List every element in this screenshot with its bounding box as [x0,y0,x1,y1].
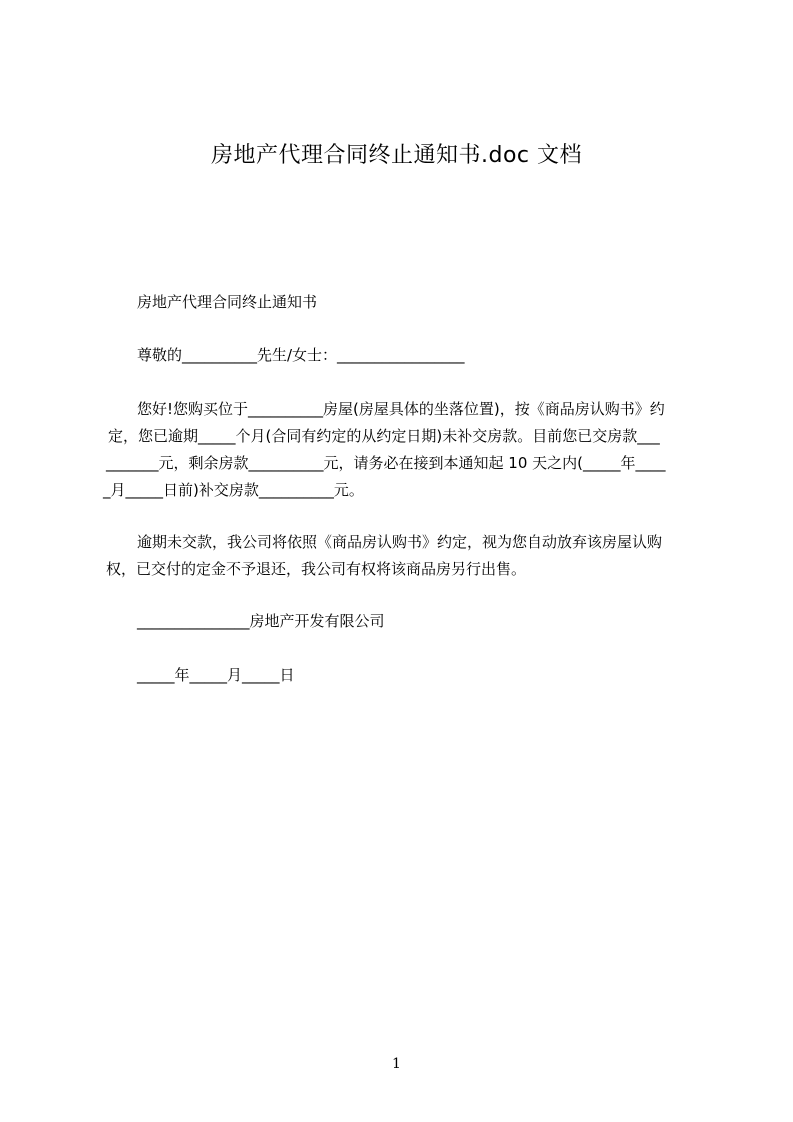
notice-heading: 房地产代理合同终止通知书 [137,293,318,311]
page-number: 1 [392,1056,401,1072]
paragraph-1-line-4: _月_____日前)补交房款__________元。 [103,481,364,499]
document-title: 房地产代理合同终止通知书.doc 文档 [210,143,582,168]
paragraph-2-line-2: 权，已交付的定金不予退还，我公司有权将该商品房另行出售。 [106,560,527,578]
signature-company: _______________房地产开发有限公司 [137,612,385,630]
signature-date: _____年_____月_____日 [137,666,295,684]
paragraph-1-line-3: _______元，剩余房款__________元，请务必在接到本通知起 10 天之内(_____年____ [106,454,666,472]
paragraph-1-line-2: 定，您已逾期_____个月(合同有约定的从约定日期)未补交房款。目前您已交房款___ [108,427,660,445]
salutation-line: 尊敬的__________先生/女士：_________________ [137,346,465,364]
paragraph-1-line-1: 您好!您购买位于__________房屋(房屋具体的坐落位置)，按《商品房认购书》约 [137,400,665,418]
paragraph-2-line-1: 逾期未交款，我公司将依照《商品房认购书》约定，视为您自动放弃该房屋认购 [137,533,663,551]
